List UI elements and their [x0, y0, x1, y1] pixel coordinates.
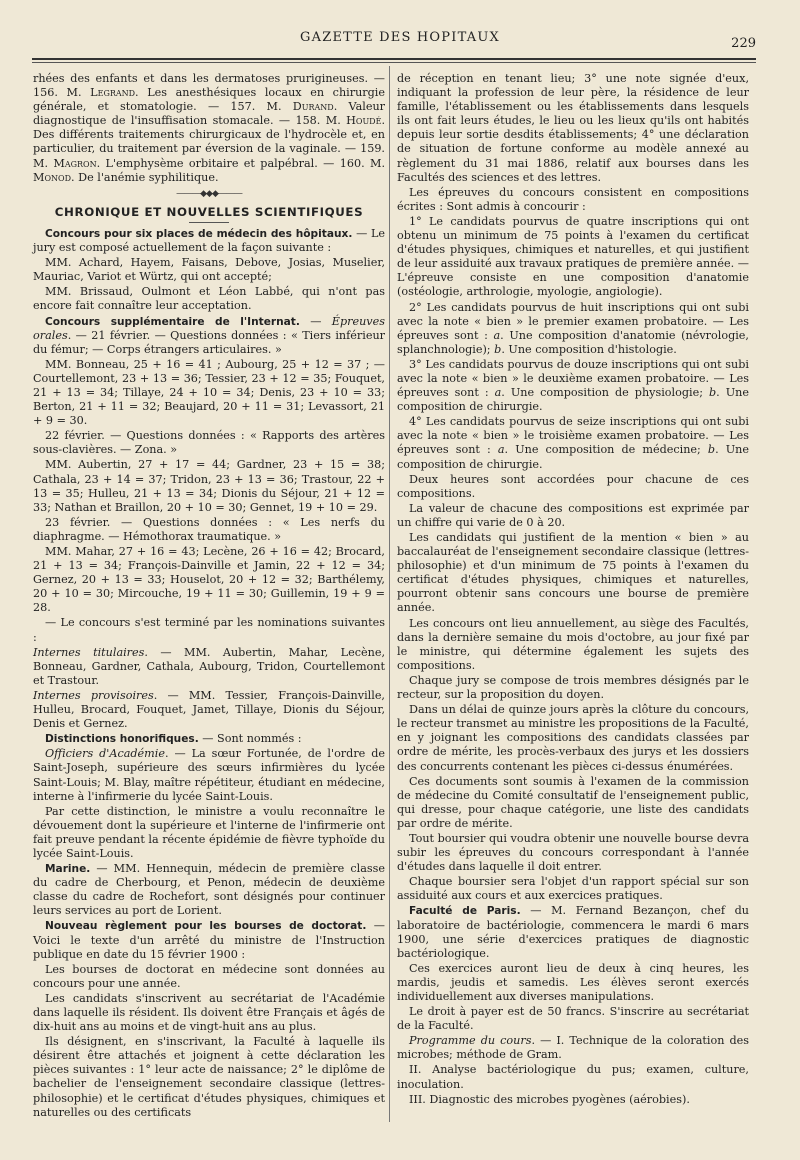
header-rule: [32, 58, 756, 60]
epreuve-4-text-b: . Une composition de médecine;: [504, 443, 708, 457]
concours-result: — Le concours s'est terminé par les nominations suivantes :: [33, 616, 385, 644]
internat-dash: —: [299, 314, 332, 328]
date-concours: Les concours ont lieu annuellement, au siège des Facultés, dans la dernière semaine du mois d'octobre, au jour fixé par le ministre, qui détermine également les sujets des compositions.: [397, 616, 749, 672]
epreuve-2-item-a: a: [493, 328, 501, 342]
faculte-paris-heading: Faculté de Paris.: [409, 905, 521, 918]
author-houde: Houdé: [346, 114, 382, 128]
section-ornament: ———◆◆◆———: [176, 188, 242, 199]
author-monod: Monod: [33, 170, 71, 184]
epreuve-3: [397, 358, 749, 414]
epreuve-2: [397, 301, 749, 357]
provisoires-text: . — MM. Tessier, François-Dainville, Hulleu, Brocard, Fouquet, Jamet, Tillaye, Dionis du Séjour, Denis et Gernez.: [33, 688, 385, 731]
jury-pending: MM. Brissaud, Oulmont et Léon Labbé, qui n'ont pas encore fait connaître leur acceptation.: [33, 285, 385, 313]
nouvelle-bourse: Tout boursier qui voudra obtenir une nouvelle bourse devra subir les épreuves du concours correspondant à l'année d'études dans laquelle il doit entrer.: [397, 831, 749, 874]
intro-text-a: rhées des enfants et dans les dermatoses prurigineuses. — 156. M.: [33, 72, 385, 100]
nouveau-reglement-heading: Nouveau règlement pour les bourses de doctorat.: [45, 920, 367, 933]
page-number: 229: [731, 36, 756, 51]
intro-text-f: . De l'anémie syphilitique.: [71, 170, 219, 184]
distinctions-text: — Sont nommés :: [198, 732, 302, 746]
epreuve-3-text-a: 3° Les candidats pourvus de douze inscriptions qui ont subi avec la note « bien » le deuxième examen probatoire. — Les épreuves sont :: [397, 357, 749, 400]
marine-heading: Marine.: [45, 863, 91, 876]
bourses-paragraph-2: Les candidats s'inscrivent au secrétariat de l'Académie dans laquelle ils résident. Ils doivent être Français et âgés de dix-huit ans au moins et de vingt-huit ans au plus.: [33, 991, 385, 1034]
epreuve-2-text-c: . Une composition d'histologie.: [501, 342, 677, 356]
running-title: GAZETTE DES HOPITAUX: [300, 30, 500, 45]
questions-feb22: 22 février. — Questions données : « Rapports des artères sous-clavières. — Zona. »: [33, 429, 385, 457]
scores-feb23: MM. Mahar, 27 + 16 = 43; Lecène, 26 + 16 = 42; Brocard, 21 + 13 = 34; François-Dainville et Jamin, 22 + 12 = 34; Gernez, 20 + 13 = 33; Houselot, 20 + 12 = 32; Barthélemy, 20 + 10 = 30; Mircouche, 19 + 11 = 30; Guillemin, 19 + 9 = 28.: [33, 545, 385, 615]
officiers-text: . — La sœur Fortunée, de l'ordre de Saint-Joseph, supérieure des sœurs infirmières du lycée Saint-Louis; M. Blay, maître répétiteur, étudiant en médecine, interne à l'infirmerie du lycée Saint-Louis.: [33, 747, 385, 803]
examen-commission: Ces documents sont soumis à l'examen de la commission de médecine du Comité consultatif de l'enseignement public, qui dresse, pour chaque catégorie, une liste des candidats par ordre de mérite.: [397, 774, 749, 830]
header-rule-thin: [32, 62, 756, 63]
bourses-paragraph-1: Les bourses de doctorat en médecine sont données au concours pour une année.: [33, 962, 385, 990]
intro-text-e: . L'emphysème orbitaire et palpébral. — 160. M.: [96, 156, 385, 170]
epreuve-4-item-b: b: [707, 443, 716, 457]
valeur-compositions: La valeur de chacune des compositions est exprimée par un chiffre qui varie de 0 à 20.: [397, 501, 749, 529]
nouveau-reglement-text: — Voici le texte d'un arrêté du ministre de l'Instruction publique en date du 15 février 1900 :: [33, 919, 385, 961]
author-legrand: Legrand: [90, 86, 136, 100]
officiers-label: Officiers d'Académie: [45, 747, 165, 761]
jury-accepted: MM. Achard, Hayem, Faisans, Debove, Josias, Muselier, Mauriac, Variot et Würtz, qui ont accepté;: [33, 256, 385, 284]
faculte-paris-paragraph: [397, 904, 749, 960]
epreuve-2-text-a: 2° Les candidats pourvus de huit inscriptions qui ont subi avec la note « bien » le premier examen probatoire. — Les épreuves sont :: [397, 300, 749, 342]
epreuve-2-text-b: . Une composition d'anatomie (névrologie, splanchnologie);: [397, 328, 749, 356]
exercices-horaires: Ces exercices auront lieu de deux à cinq heures, les mardis, jeudis et samedis. Les élèves seront exercés individuellement aux diverses manipulations.: [397, 961, 749, 1003]
pieces-list: de réception en tenant lieu; 3° une note signée d'eux, indiquant la profession de leur père, la résidence de leur famille, l'établissement ou les établissements dans lesquels ils ont fait leurs études, le lieu ou les lieux qu'ils ont habités depuis leur sortie desdits établissements; 4° une déclaration de situation de fortune conforme au modèle annexé au règlement du 31 mai 1886, relatif aux bourses dans les Facultés des sciences et des lettres.: [397, 72, 749, 184]
titulaires-label: Internes titulaires: [33, 645, 145, 659]
concours-six-paragraph: [33, 227, 385, 255]
distinction-reason: Par cette distinction, le ministre a voulu reconnaître le dévouement dont la supérieure et l'interne de l'infirmerie ont fait preuve pendant la récente épidémie de fièvre typhoïde du lycée Saint-Louis.: [33, 804, 385, 860]
droit-inscription: Le droit à payer est de 50 francs. S'inscrire au secrétariat de la Faculté.: [397, 1005, 749, 1033]
epreuve-3-item-b: b: [708, 386, 717, 400]
epreuve-4-text-a: 4° Les candidats pourvus de seize inscriptions qui ont subi avec la note « bien » le troisième examen probatoire. — Les épreuves sont :: [397, 415, 749, 457]
programme-text: . — I. Technique de la coloration des microbes; méthode de Gram.: [397, 1034, 750, 1062]
column-divider: [389, 66, 390, 1122]
section-rule: [189, 222, 229, 223]
epreuves-intro: Les épreuves du concours consistent en compositions écrites : Sont admis à concourir :: [397, 185, 749, 213]
programme-cours: [397, 1034, 749, 1062]
questions-feb23: 23 février. — Questions données : « Les nerfs du diaphragme. — Hémothorax traumatique. »: [33, 515, 385, 543]
epreuve-1: 1° Le candidats pourvus de quatre inscriptions qui ont obtenu un minimum de 75 points à l'examen du certificat d'études physiques, chimiques et naturelles, et qui justifient de leur assiduité aux travaux pratiques de première année. — L'épreuve consiste en une composition d'anatomie (ostéologie, arthrologie, myologie, angiologie).: [397, 214, 749, 299]
epreuve-4-text-c: . Une composition de chirurgie.: [397, 443, 749, 471]
titulaires-text: . — MM. Aubertin, Mahar, Lecène, Bonneau, Gardner, Cathala, Aubourg, Tridon, Courtellemont et Trastour.: [33, 645, 386, 687]
epreuve-3-item-a: a: [494, 386, 502, 400]
bourses-paragraph-3: Ils désignent, en s'inscrivant, la Faculté à laquelle ils désirent être attachés et joignent à cette déclaration les pièces suivantes : 1° leur acte de naissance; 2° le diplôme de bachelier de l'enseignement secondaire classique (lettres-philosophie) et le certificat d'études physiques, chimiques et naturelles ou des certificats: [33, 1035, 385, 1119]
section-title: CHRONIQUE ET NOUVELLES SCIENTIFIQUES: [54, 204, 364, 219]
author-magron: Magron: [53, 156, 97, 170]
marine-paragraph: [33, 862, 385, 918]
rapport-boursier: Chaque boursier sera l'objet d'un rapport spécial sur son assiduité aux cours et aux exercices pratiques.: [397, 875, 749, 903]
faculte-paris-text: — M. Fernand Bezançon, chef du laboratoire de bactériologie, commencera le mardi 6 mars 1900, une série d'exercices pratiques de diagnostic bactériologique.: [397, 904, 749, 960]
right-column: [397, 72, 749, 1108]
internat-subheading: Épreuves orales: [33, 314, 385, 342]
internat-text: . — 21 février. — Questions données : « Tiers inférieur du fémur; — Corps étrangers articulaires. »: [33, 328, 385, 356]
epreuve-2-item-b: b: [494, 342, 502, 356]
internes-titulaires: [33, 646, 385, 688]
composition-jury: Chaque jury se compose de trois membres désignés par le recteur, sur la proposition du doyen.: [397, 673, 749, 702]
running-head: [0, 30, 800, 54]
officiers-paragraph: [33, 747, 385, 803]
concours-six-heading: Concours pour six places de médecin des hôpitaux.: [45, 227, 353, 240]
intro-text-d: . Des différents traitements chirurgicaux de l'hydrocèle et, en particulier, du traitement par éversion de la vaginale. — 159. M.: [33, 114, 385, 170]
epreuve-4: [397, 415, 749, 471]
duree-compositions: Deux heures sont accordées pour chacune de ces compositions.: [397, 472, 749, 500]
programme-item-3: III. Diagnostic des microbes pyogènes (aérobies).: [409, 1092, 690, 1106]
author-durand: Durand: [292, 100, 334, 114]
internat-heading: Concours supplémentaire de l'Internat.: [45, 315, 300, 328]
intro-paragraph: [33, 72, 385, 185]
scores-feb22: MM. Aubertin, 27 + 17 = 44; Gardner, 23 + 15 = 38; Cathala, 23 + 14 = 37; Tridon, 23 + 13 = 36; Trastour, 22 + 13 = 35; Hulleu, 21 + 13 = 34; Dionis du Séjour, 21 + 12 = 33; Nathan et Braillon, 20 + 10 = 30; Gennet, 19 + 10 = 29.: [33, 458, 385, 514]
internat-paragraph: [33, 315, 385, 357]
bourse-sans-concours: Les candidats qui justifient de la mention « bien » au baccalauréat de l'enseignement secondaire classique (lettres-philosophie) et d'un minimum de 75 points à l'examen du certificat d'études physiques, chimiques et naturelles, pourront obtenir sans concours une bourse de première année.: [397, 531, 749, 615]
programme-label: Programme du cours: [409, 1034, 532, 1048]
provisoires-label: Internes provisoires: [33, 688, 154, 702]
epreuve-4-item-a: a: [497, 443, 505, 457]
internes-provisoires: [33, 689, 385, 731]
epreuve-3-text-c: . Une composition de chirurgie.: [397, 386, 749, 414]
distinctions-paragraph: [33, 732, 385, 746]
distinctions-heading: Distinctions honorifiques.: [45, 733, 199, 746]
left-column: [33, 72, 385, 1121]
intro-text-b: . Les anesthésiques locaux en chirurgie générale, et stomatologie. — 157. M.: [33, 86, 385, 114]
transmission-propositions: Dans un délai de quinze jours après la clôture du concours, le recteur transmet au ministre les propositions de la Faculté, en y joignant les compositions des candidats classées par ordre de mérite, les procès-verbaux des jurys et les dossiers des concurrents contenant les pièces ci-dessus énumérées.: [397, 703, 749, 773]
epreuve-3-text-b: . Une composition de physiologie;: [501, 386, 709, 400]
concours-six-text: — Le jury est composé actuellement de la façon suivante :: [33, 226, 385, 255]
scores-feb21: MM. Bonneau, 25 + 16 = 41 ; Aubourg, 25 + 12 = 37 ; — Courtellemont, 23 + 13 = 36; Tessier, 23 + 12 = 35; Fouquet, 21 + 13 = 34; Tillaye, 24 + 10 = 34; Denis, 23 + 10 = 33; Berton, 21 + 11 = 32; Beaujard, 20 + 11 = 31; Levassort, 21 + 9 = 30.: [33, 357, 385, 428]
intro-text-c: . Valeur diagnostique de l'insuffisation stomacale. — 158. M.: [33, 100, 385, 128]
nouveau-reglement-paragraph: [33, 919, 385, 961]
programme-item-2: II. Analyse bactériologique du pus; examen, culture, inoculation.: [397, 1063, 749, 1091]
marine-text: — MM. Hennequin, médecin de première classe du cadre de Cherbourg, et Penon, médecin de deuxième classe du cadre de Rochefort, sont désignés pour continuer leurs services au port de Lorient.: [33, 862, 385, 918]
